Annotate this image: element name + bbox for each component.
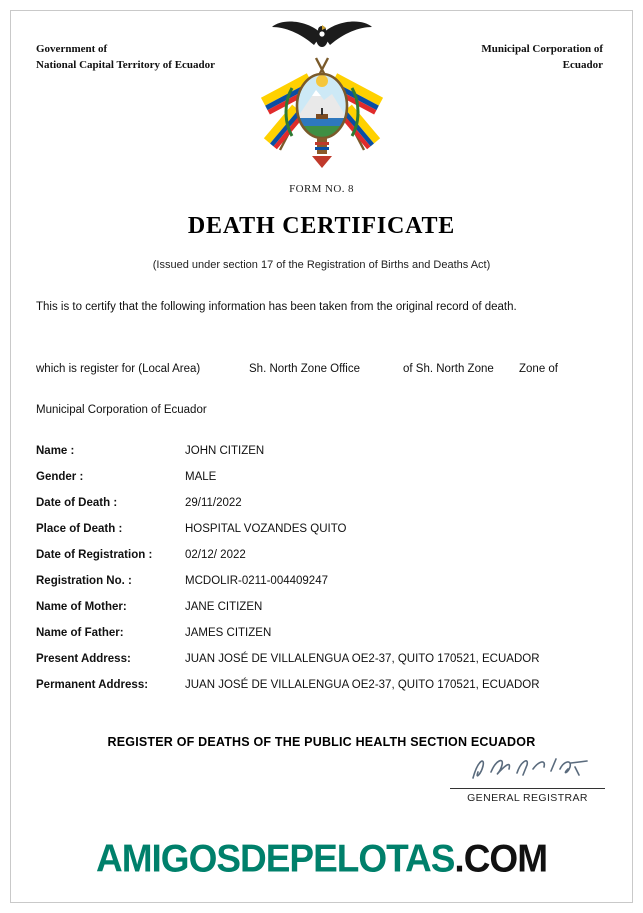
field-row-present-address (36, 653, 607, 679)
register-line (0, 363, 643, 379)
register-of-deaths-title: REGISTER OF DEATHS OF THE PUBLIC HEALTH SECTION ECUADOR (107, 735, 536, 749)
field-value: HOSPITAL VOZANDES QUITO (185, 523, 347, 535)
field-row-place-of-death (36, 523, 607, 549)
header-government-line1: Government of (36, 43, 108, 55)
field-value: MALE (185, 471, 217, 483)
header-government-line2: National Capital Territory of Ecuador (36, 58, 216, 71)
page-title: DEATH CERTIFICATE (187, 213, 456, 239)
field-value: JUAN JOSÉ DE VILLALENGUA OE2-37, QUITO 170521, ECUADOR (185, 653, 540, 665)
field-row-gender (36, 471, 607, 497)
ecuador-coat-of-arms-icon (258, 18, 386, 176)
field-label: Name : (36, 445, 75, 457)
condor (272, 22, 372, 47)
field-value: JAMES CITIZEN (185, 627, 272, 639)
field-row-name (36, 445, 607, 471)
header-government (36, 42, 215, 74)
field-label: Place of Death : (36, 523, 123, 535)
field-row-registration-no (36, 575, 607, 601)
watermark-suffix: .COM (454, 836, 548, 881)
field-row-name-of-father (36, 627, 607, 653)
field-label: Name of Father: (36, 627, 124, 639)
field-label: Gender : (36, 471, 84, 483)
field-label: Permanent Address: (36, 679, 149, 691)
page-subtitle: (Issued under section 17 of the Registration of Births and Deaths Act) (152, 259, 491, 271)
register-line-part1: which is register for (Local Area) (36, 363, 201, 375)
fields-list (36, 445, 607, 705)
register-line-part2: Sh. North Zone Office (249, 363, 361, 375)
register-line-part4: Zone of (519, 363, 558, 375)
field-value: JOHN CITIZEN (185, 445, 265, 457)
watermark-brand: AMIGOSDEPELOTAS (95, 836, 455, 881)
field-row-date-of-registration (36, 549, 607, 575)
header-municipal-line1: Municipal Corporation of (481, 43, 603, 55)
form-number: FORM NO. 8 (289, 183, 354, 195)
field-label: Date of Registration : (36, 549, 153, 561)
certify-statement: This is to certify that the following information has been taken from the original record of death. (36, 301, 517, 313)
field-value: 02/12/ 2022 (185, 549, 246, 561)
field-value: JUAN JOSÉ DE VILLALENGUA OE2-37, QUITO 170521, ECUADOR (185, 679, 540, 691)
field-row-date-of-death (36, 497, 607, 523)
field-value: 29/11/2022 (185, 497, 242, 509)
header-municipal (481, 42, 603, 74)
field-row-name-of-mother (36, 601, 607, 627)
field-value: JANE CITIZEN (185, 601, 263, 613)
field-label: Registration No. : (36, 575, 132, 587)
field-label: Present Address: (36, 653, 131, 665)
field-row-permanent-address (36, 679, 607, 705)
field-value: MCDOLIR-0211-004409247 (185, 575, 328, 587)
register-line-2: Municipal Corporation of Ecuador (36, 404, 207, 416)
registrar-signature (463, 752, 593, 786)
general-registrar-label: GENERAL REGISTRAR (467, 792, 588, 804)
field-label: Date of Death : (36, 497, 118, 509)
signature-block (450, 752, 605, 804)
site-watermark (0, 837, 643, 882)
field-label: Name of Mother: (36, 601, 127, 613)
header-municipal-line2: Ecuador (562, 58, 603, 71)
register-line-part3: of Sh. North Zone (403, 363, 494, 375)
